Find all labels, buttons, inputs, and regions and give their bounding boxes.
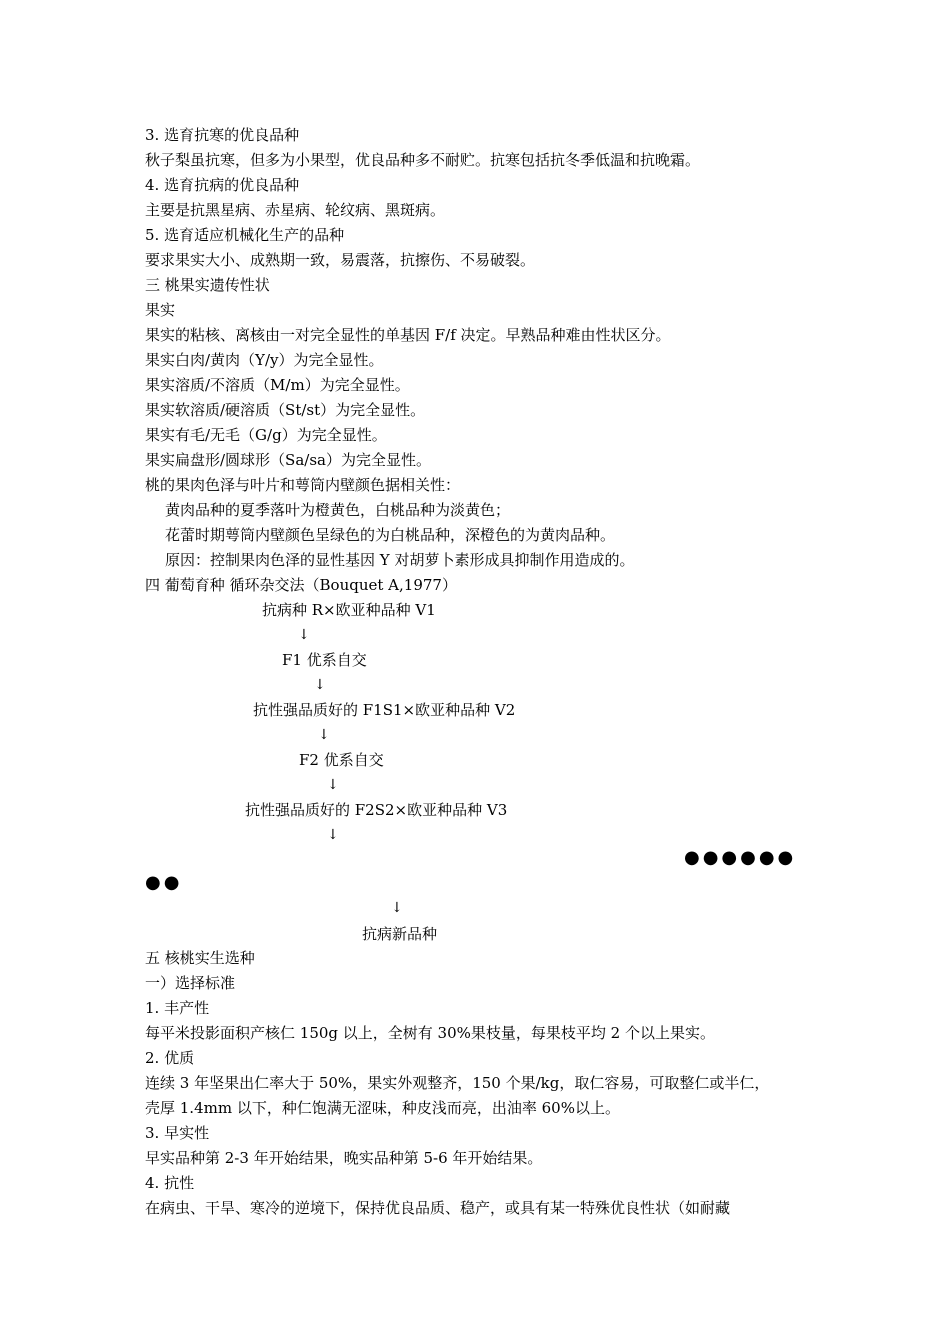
heading-cold-resistance: 3. 选育抗寒的优良品种 xyxy=(145,126,300,144)
paragraph-precocity: 早实品种第 2-3 年开始结果，晚实品种第 5-6 年开始结果。 xyxy=(145,1149,543,1167)
paragraph-calyx-color: 花蕾时期萼筒内壁颜色呈绿色的为白桃品种，深橙色的为黄肉品种。 xyxy=(165,526,616,544)
paragraph-resistance: 在病虫、干旱、寒冷的逆境下，保持优良品质、稳产，或具有某一特殊优良性状（如耐藏 xyxy=(145,1199,731,1217)
ellipsis-dots-left: ●● xyxy=(145,872,183,893)
paragraph-cold-resistance: 秋子梨虽抗寒，但多为小果型，优良品种多不耐贮。抗寒包括抗冬季低温和抗晚霜。 xyxy=(145,151,701,169)
flow-step-4: F2 优系自交 xyxy=(299,751,384,769)
paragraph-leaf-color: 黄肉品种的夏季落叶为橙黄色，白桃品种为淡黄色； xyxy=(165,501,511,519)
paragraph-disease-resistance: 主要是抗黑星病、赤星病、轮纹病、黑斑病。 xyxy=(145,201,446,219)
section-heading-walnut: 五 核桃实生选种 xyxy=(145,949,255,967)
heading-productivity: 1. 丰产性 xyxy=(145,999,210,1017)
section-heading-grape: 四 葡萄育种 循环杂交法（Bouquet A,1977） xyxy=(145,576,457,594)
flow-arrow-5: ↓ xyxy=(327,827,339,843)
paragraph-mechanization: 要求果实大小、成熟期一致，易震落，抗擦伤、不易破裂。 xyxy=(145,251,536,269)
flow-arrow-4: ↓ xyxy=(327,777,339,793)
paragraph-quality-1: 连续 3 年坚果出仁率大于 50%，果实外观整齐，150 个果/kg，取仁容易，可取整仁或半仁， xyxy=(145,1074,770,1092)
paragraph-fruit-fuzz: 果实有毛/无毛（G/g）为完全显性。 xyxy=(145,426,387,444)
subheading-criteria: 一）选择标准 xyxy=(145,974,236,992)
heading-precocity: 3. 早实性 xyxy=(145,1124,210,1142)
flow-arrow-3: ↓ xyxy=(318,727,330,743)
paragraph-productivity: 每平米投影面积产核仁 150g 以上，全树有 30%果枝量，每果枝平均 2 个以上果实。 xyxy=(145,1024,715,1042)
flow-arrow-1: ↓ xyxy=(298,627,310,643)
flow-step-5: 抗性强品质好的 F2S2×欧亚种品种 V3 xyxy=(245,801,508,819)
paragraph-fruit-flesh-color: 果实白肉/黄肉（Y/y）为完全显性。 xyxy=(145,351,384,369)
flow-step-3: 抗性强品质好的 F1S1×欧亚种品种 V2 xyxy=(253,701,516,719)
heading-resistance: 4. 抗性 xyxy=(145,1174,195,1192)
subheading-fruit: 果实 xyxy=(145,301,176,319)
paragraph-fruit-melting: 果实溶质/不溶质（M/m）为完全显性。 xyxy=(145,376,410,394)
paragraph-fruit-soft-melting: 果实软溶质/硬溶质（St/st）为完全显性。 xyxy=(145,401,426,419)
paragraph-correlation: 桃的果肉色泽与叶片和萼筒内壁颜色据相关性： xyxy=(145,476,461,494)
flow-result: 抗病新品种 xyxy=(362,925,438,943)
heading-disease-resistance: 4. 选育抗病的优良品种 xyxy=(145,176,300,194)
paragraph-reason: 原因：控制果肉色泽的显性基因 Y 对胡萝卜素形成具抑制作用造成的。 xyxy=(165,551,635,569)
flow-arrow-2: ↓ xyxy=(314,677,326,693)
section-heading-peach: 三 桃果实遗传性状 xyxy=(145,276,270,294)
flow-step-1: 抗病种 R×欧亚种品种 V1 xyxy=(262,601,436,619)
paragraph-fruit-shape: 果实扁盘形/圆球形（Sa/sa）为完全显性。 xyxy=(145,451,431,469)
paragraph-quality-2: 壳厚 1.4mm 以下，种仁饱满无涩味，种皮浅而亮，出油率 60%以上。 xyxy=(145,1099,620,1117)
ellipsis-dots-right: ●●●●●● xyxy=(684,847,797,868)
flow-arrow-6: ↓ xyxy=(391,900,403,916)
flow-step-2: F1 优系自交 xyxy=(282,651,367,669)
heading-mechanization: 5. 选育适应机械化生产的品种 xyxy=(145,226,345,244)
paragraph-fruit-stone: 果实的粘核、离核由一对完全显性的单基因 F/f 决定。早熟品种难由性状区分。 xyxy=(145,326,671,344)
heading-quality: 2. 优质 xyxy=(145,1049,195,1067)
